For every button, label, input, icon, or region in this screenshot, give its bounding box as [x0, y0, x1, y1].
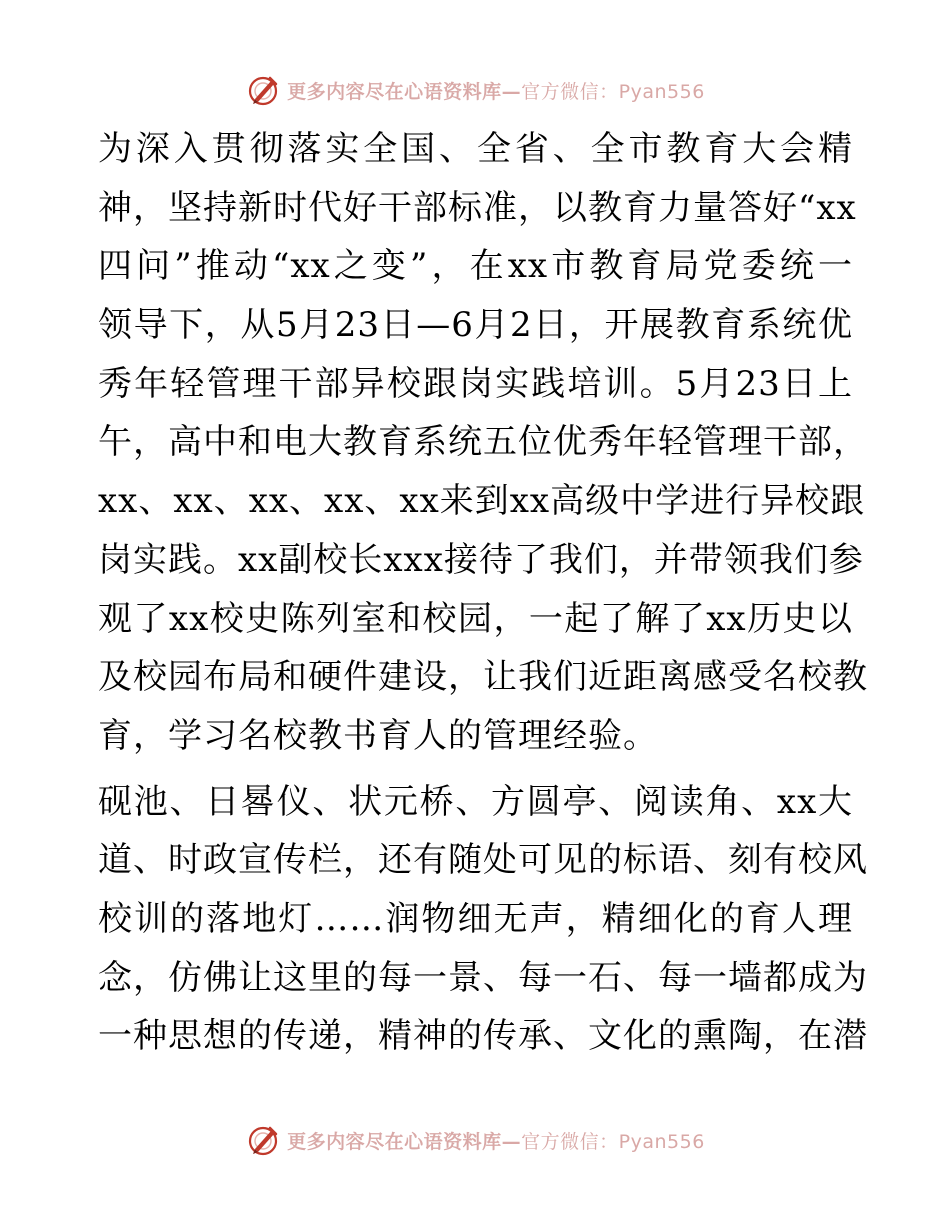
- header-banner-wechat: 官方微信：Pyan556: [521, 80, 705, 103]
- text-line: 一种思想的传递，精神的传承、文化的熏陶，在潜: [98, 1016, 868, 1057]
- text-line: 秀年轻管理干部异校跟岗实践培训。5月23日上: [98, 363, 853, 404]
- text-line: xx、xx、xx、xx、xx来到xx高级中学进行异校跟: [98, 481, 866, 522]
- footer-banner-wechat: 官方微信：Pyan556: [521, 1130, 705, 1153]
- text-line: 领导下，从5月23日—6月2日，开展教育系统优: [98, 305, 853, 346]
- header-watermark-banner: [0, 70, 950, 110]
- text-line: 神，坚持新时代好干部标准，以教育力量答好“xx: [98, 187, 857, 228]
- text-line: 及校园布局和硬件建设，让我们近距离感受名校教: [98, 657, 868, 698]
- paragraph-gap: [98, 766, 853, 773]
- paragraph-2: [98, 773, 868, 1066]
- text-line: 观了xx校史陈列室和校园，一起了解了xx历史以: [98, 598, 853, 639]
- text-line: 四问”推动“xx之变”，在xx市教育局党委统一: [98, 246, 853, 287]
- text-line: 岗实践。xx副校长xxx接待了我们，并带领我们参: [98, 539, 864, 580]
- text-line: 道、时政宣传栏，还有随处可见的标语、刻有校风: [98, 840, 868, 881]
- paragraph-1: [98, 120, 868, 766]
- footer-banner-title: 更多内容尽在心语资料库: [287, 1130, 502, 1153]
- document-body: [98, 120, 868, 1066]
- text-line: 砚池、日晷仪、状元桥、方圆亭、阅读角、xx大: [98, 781, 853, 822]
- header-banner-separator: —: [501, 80, 522, 103]
- text-line: 校训的落地灯……润物细无声，精细化的育人理: [98, 898, 853, 939]
- footer-banner-text: [287, 1127, 705, 1154]
- footer-watermark-banner: [0, 1120, 950, 1160]
- pen-logo-icon: [245, 1122, 281, 1158]
- pen-logo-icon: [245, 72, 281, 108]
- footer-banner-separator: —: [501, 1130, 522, 1153]
- text-line: 育，学习名校教书育人的管理经验。: [98, 715, 658, 756]
- text-line: 为深入贯彻落实全国、全省、全市教育大会精: [98, 129, 853, 169]
- text-line: 午，高中和电大教育系统五位优秀年轻管理干部，: [98, 422, 868, 463]
- header-banner-title: 更多内容尽在心语资料库: [287, 80, 502, 103]
- header-banner-text: [287, 77, 705, 104]
- text-line: 念，仿佛让这里的每一景、每一石、每一墙都成为: [98, 957, 868, 998]
